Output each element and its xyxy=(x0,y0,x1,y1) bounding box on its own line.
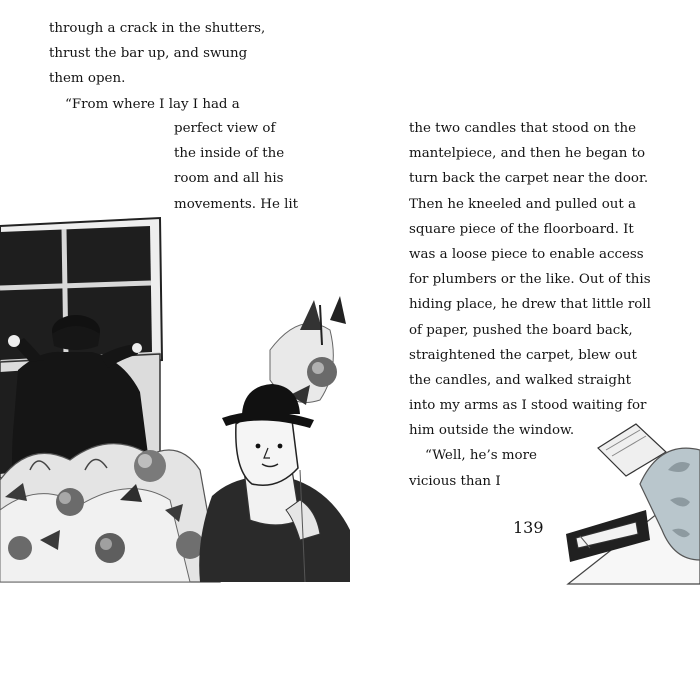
text-line: square piece of the floorboard. It xyxy=(409,221,634,237)
text-line: vicious than I xyxy=(409,473,501,489)
left-text-wrap xyxy=(174,116,298,217)
text-line: the candles, and walked straight xyxy=(409,372,631,388)
text-line: turn back the carpet near the door. xyxy=(409,171,649,187)
text-line: the inside of the xyxy=(174,146,285,162)
text-line: for plumbers or the like. Out of this xyxy=(409,272,651,288)
text-line: “Well, he’s more xyxy=(425,448,537,464)
text-line: through a crack in the shutters, xyxy=(49,21,266,36)
text-line: perfect view of xyxy=(174,121,276,136)
man-in-hat xyxy=(199,384,350,582)
text-line: thrust the bar up, and swung xyxy=(49,46,248,62)
text-line: movements. He lit xyxy=(174,196,299,212)
text-line: “From where I lay I had a xyxy=(65,96,240,112)
text-line: of paper, pushed the board back, xyxy=(409,322,633,338)
text-line: him outside the window. xyxy=(409,423,575,439)
text-line: straightened the carpet, blew out xyxy=(409,347,637,363)
text-line: Then he kneeled and pulled out a xyxy=(409,196,637,212)
text-line: hiding place, he drew that little roll xyxy=(409,297,651,313)
bushes xyxy=(0,444,220,582)
text-line: room and all his xyxy=(174,171,284,187)
right-text xyxy=(409,116,651,494)
left-text-top xyxy=(49,16,265,117)
text-line: into my arms as I stood waiting for xyxy=(409,398,647,414)
text-line: the two candles that stood on the xyxy=(409,121,637,136)
text-line: mantelpiece, and then he began to xyxy=(409,146,646,162)
text-line: was a loose piece to enable access xyxy=(409,246,644,262)
page-number: 139 xyxy=(513,518,544,537)
text-line: them open. xyxy=(49,71,126,87)
